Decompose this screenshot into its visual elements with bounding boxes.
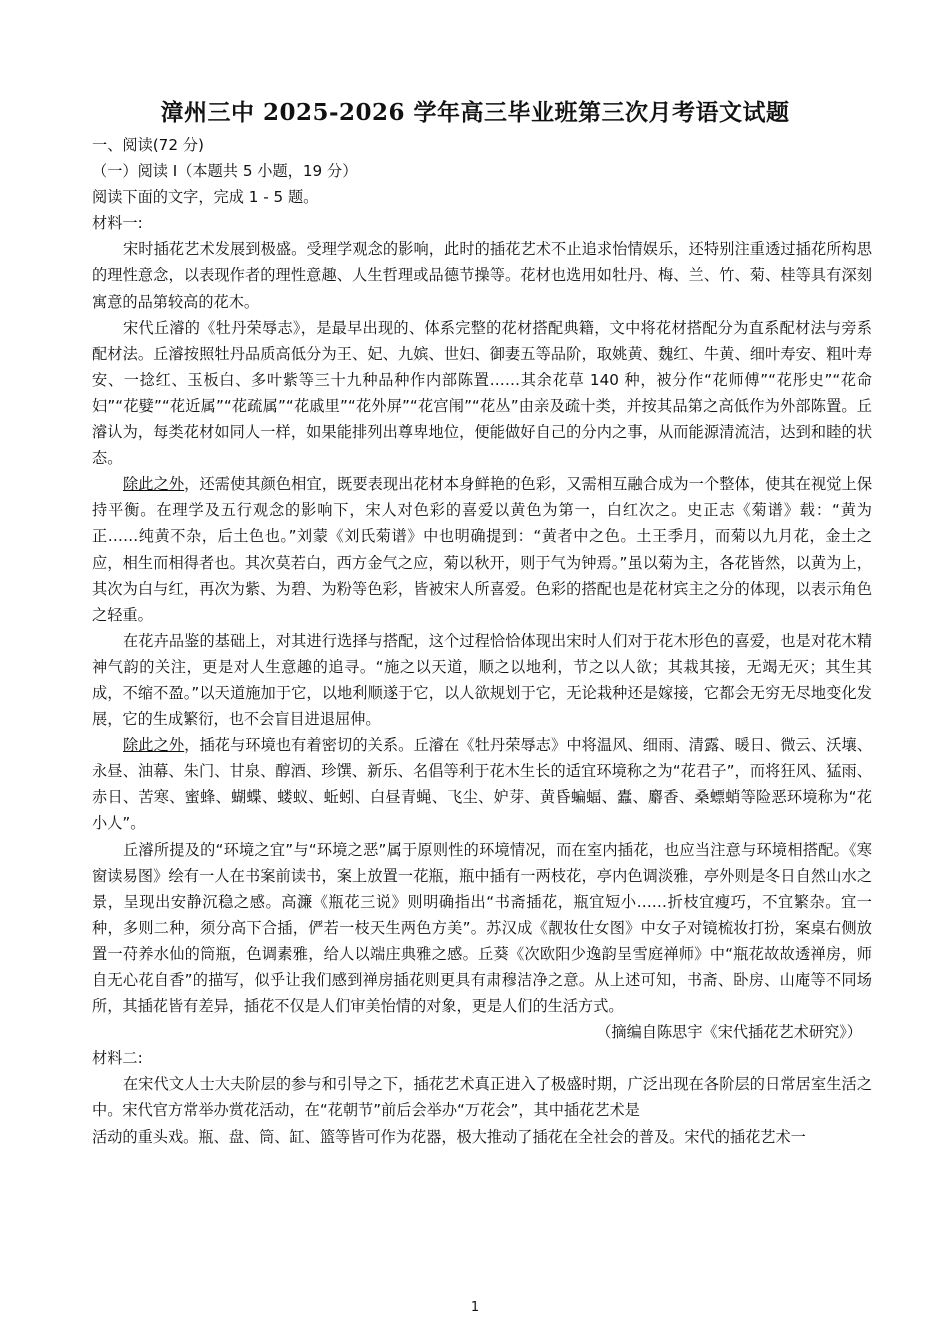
subsection-heading: （一）阅读 Ⅰ（本题共 5 小题，19 分）	[92, 162, 358, 181]
material1-paragraph-6: 丘濬所提及的“环境之宜”与“环境之恶”属于原则性的环境情况，而在室内插花，也应当注意与环境相搭配。《寒窗读易图》绘有一人在书案前读书，案上放置一花瓶，瓶中插有一两枝花，亭内色调淡雅，亭外则是冬日自然山水之景，呈现出安静沉稳之感。高濂《瓶花三说》则明确指出“书斋插花，瓶宜短小……折枝宜瘦巧，不宜繁杂。宜一种，多则二种，须分高下合插，俨若一枝天生两色方美”。苏汉成《靓妆仕女图》中女子对镜梳妆打扮，案桌右侧放置一苻养水仙的筒瓶，色调素雅，给人以端庄典雅之感。丘葵《次欧阳少逸韵呈雪庭禅师》中“瓶花故故透禅房，师自无心花自香”的描写，似乎让我们感到禅房插花则更具有肃穆洁净之意。从上述可知，书斋、卧房、山庵等不同场所，其插花皆有差异，插花不仅是人们审美怡情的对象，更是人们的生活方式。	[92, 840, 872, 1016]
section-heading: 一、阅读(72 分)	[92, 136, 204, 154]
material2-paragraph-2: 活动的重头戏。瓶、盘、筒、缸、篮等皆可作为花器，极大推动了插花在全社会的普及。宋代的插花艺术一	[92, 1127, 806, 1146]
material1-paragraph-1: 宋时插花艺术发展到极盛。受理学观念的影响，此时的插花艺术不止追求怡情娱乐，还特别注重透过插花所构思的理性意念，以表现作者的理性意趣、人生哲理或品德节操等。花材也选用如牡丹、梅、兰、竹、菊、桂等具有深刻寓意的品第较高的花木。	[92, 240, 872, 311]
document-body	[92, 132, 872, 1150]
material1-paragraph-5	[92, 732, 872, 836]
material1-paragraph-2: 宋代丘濬的《牡丹荣辱志》，是最早出现的、体系完整的花材搭配典籍，文中将花材搭配分为直系配材法与旁系配材法。丘濬按照牡丹品质高低分为王、妃、九嫔、世妇、御妻五等品阶，取姚黄、魏红、牛黄、细叶寿安、粗叶寿安、一捻红、玉板白、多叶紫等三十九种品种作内部陈置……其余花草 140 种，被分作“花师傅”“花彤史”“花命妇”“花嬖”“花近属”“花疏属”“花戚里”“花外屏”“花宫闱”“花丛”由亲及疏十类，并按其品第之高低作为外部陈置。丘濬认为，每类花材如同人一样，如果能排列出尊卑地位，便能做好自己的分内之事，从而能源清流洁，达到和睦的状态。	[92, 318, 872, 468]
material2-label: 材料二:	[92, 1049, 143, 1068]
material1-label: 材料一:	[92, 214, 143, 233]
exam-title: 漳州三中 2025-2026 学年高三毕业班第三次月考语文试题	[160, 99, 790, 126]
underlined-phrase: 除此之外	[123, 475, 185, 494]
material2-paragraph-1: 在宋代文人士大夫阶层的参与和引导之下，插花艺术真正进入了极盛时期，广泛出现在各阶层的日常居室生活之中。宋代官方常举办赏花活动，在“花朝节”前后会举办“万花会”，其中插花艺术是	[92, 1075, 872, 1120]
paragraph-text: ，还需使其颜色相宜，既要表现出花材本身鲜艳的色彩，又需相互融合成为一个整体，使其在视觉上保持平衡。在理学及五行观念的影响下，宋人对色彩的喜爱以黄色为第一，白红次之。史正志《菊谱》载：“黄为正……纯黄不杂，后土色也。”刘蒙《刘氏菊谱》中也明确提到：“黄者中之色。土王季月，而菊以九月花，金土之应，相生而相得者也。其次莫若白，西方金气之应，菊以秋开，则于气为钟焉。”虽以菊为主，各花皆然，以黄为上，其次为白与红，再次为紫、为碧、为粉等色彩，皆被宋人所喜爱。色彩的搭配也是花材宾主之分的体现，以表示角色之轻重。	[92, 475, 873, 624]
material1-paragraph-4: 在花卉品鉴的基础上，对其进行选择与搭配，这个过程恰恰体现出宋时人们对于花木形色的喜爱，也是对花木精神气韵的关注，更是对人生意趣的追寻。“施之以天道，顺之以地利，节之以人欲；其栽其接，无竭无灭；其生其成，不缩不盈。”以天道施加于它，以地利顺遂于它，以人欲规划于它，无论栽种还是嫁接，它都会无穷无尽地变化发展，它的生成繁衍，也不会盲目进退屈伸。	[92, 631, 872, 729]
source-citation: （摘编自陈思宇《宋代插花艺术研究》）	[596, 1023, 862, 1042]
underlined-phrase: 除此之外	[123, 736, 185, 755]
paragraph-text: ，插花与环境也有着密切的关系。丘濬在《牡丹荣辱志》中将温风、细雨、清露、暖日、微云、沃壤、永昼、油幕、朱门、甘泉、醇酒、珍馔、新乐、名倡等利于花木生长的适宜环境称之为“花君子”，而将狂风、猛雨、赤日、苦寒、蜜蜂、蝴蝶、蝼蚁、蚯蚓、白昼青蝇、飞尘、妒芽、黄昏蝙蝠、蠹、麝香、桑螵蛸等险恶环境称为“花小人”。	[92, 736, 873, 833]
instruction-text: 阅读下面的文字，完成 1 - 5 题。	[92, 188, 319, 207]
material1-paragraph-3	[92, 471, 872, 628]
page-number: 1	[470, 1300, 480, 1315]
